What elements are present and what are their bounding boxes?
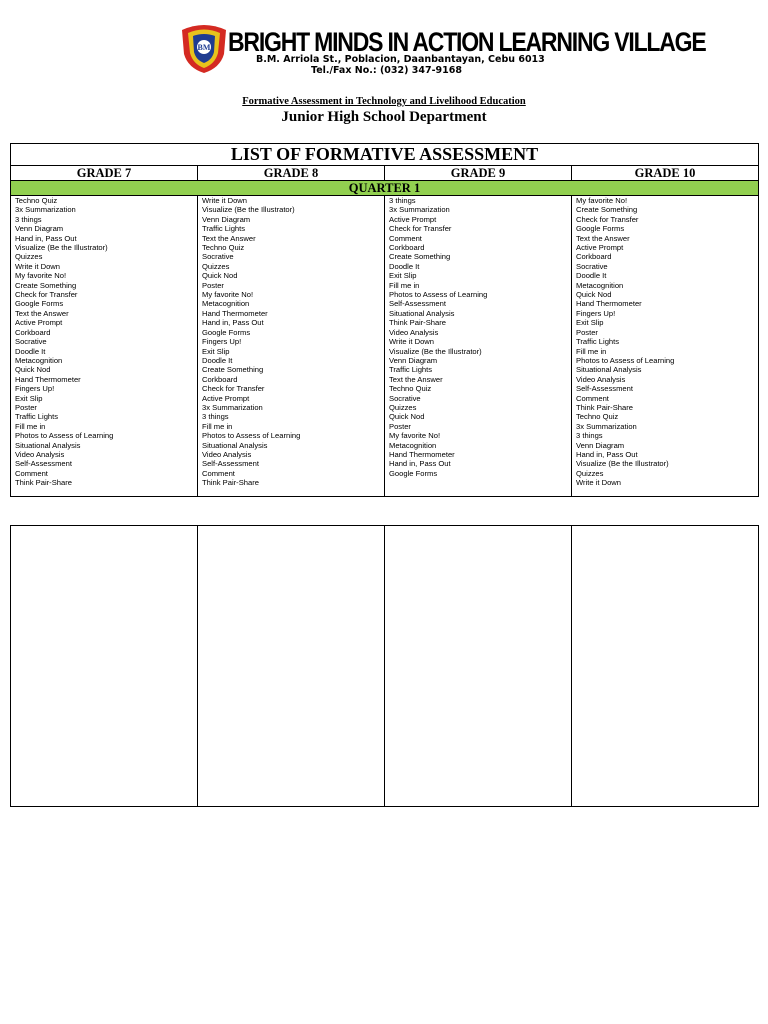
list-item: Exit Slip (576, 318, 604, 328)
list-item: Self-Assessment (202, 459, 259, 469)
assessment-list (11, 196, 197, 488)
list-item: Situational Analysis (389, 308, 455, 318)
list-item: Create Something (202, 365, 264, 375)
list-item: Hand Thermometer (576, 299, 642, 309)
grade-8-column (198, 196, 385, 497)
list-item: Fingers Up! (202, 337, 242, 347)
list-item: Hand in, Pass Out (15, 233, 77, 243)
list-item: Text the Answer (202, 233, 256, 243)
list-item: 3x Summarization (389, 205, 450, 215)
list-item: Video Analysis (202, 449, 252, 459)
list-item: Google Forms (389, 468, 438, 478)
list-item: Write it Down (15, 261, 61, 271)
list-item: Active Prompt (15, 318, 63, 328)
list-item: Comment (576, 393, 609, 403)
list-item: Techno Quiz (15, 196, 58, 205)
list-item: Quick Nod (15, 365, 51, 375)
assessment-list (572, 196, 758, 488)
list-item: Photos to Assess of Learning (15, 431, 114, 441)
list-item: Traffic Lights (15, 412, 59, 422)
list-item: 3 things (576, 431, 603, 441)
list-item: Metacognition (389, 440, 437, 450)
blank-cell (11, 526, 198, 807)
list-item: Self-Assessment (389, 299, 446, 309)
list-item: Quizzes (389, 402, 417, 412)
list-item: Doodle It (576, 271, 607, 281)
list-item: Techno Quiz (202, 243, 245, 253)
list-item: Hand in, Pass Out (202, 318, 264, 328)
list-item: Corkboard (389, 243, 425, 253)
list-item: Comment (202, 468, 235, 478)
assessment-list (198, 196, 384, 488)
list-item: Quizzes (15, 252, 43, 262)
list-item: 3 things (202, 412, 229, 422)
list-item: Google Forms (202, 327, 251, 337)
list-item: 3x Summarization (576, 421, 637, 431)
list-item: Exit Slip (202, 346, 230, 356)
list-item: Active Prompt (389, 214, 437, 224)
list-item: Fingers Up! (15, 384, 55, 394)
list-item: My favorite No! (389, 431, 441, 441)
list-item: Exit Slip (389, 271, 417, 281)
list-item: Visualize (Be the Illustrator) (202, 205, 295, 215)
list-item: 3 things (389, 196, 416, 205)
list-item: Traffic Lights (202, 224, 246, 234)
school-logo (180, 22, 228, 74)
list-item: Hand Thermometer (202, 308, 268, 318)
list-item: Venn Diagram (389, 355, 438, 365)
table-title: LIST OF FORMATIVE ASSESSMENT (11, 144, 759, 166)
grade-header-10: GRADE 10 (572, 166, 759, 181)
list-item: Venn Diagram (202, 214, 251, 224)
list-item: Text the Answer (389, 374, 443, 384)
quarter-header: QUARTER 1 (11, 181, 759, 196)
list-item: My favorite No! (15, 271, 67, 281)
grade-10-column (572, 196, 759, 497)
list-item: Fill me in (15, 421, 46, 431)
list-item: Think Pair-Share (389, 318, 446, 328)
list-item: Quick Nod (576, 290, 612, 300)
blank-cell (198, 526, 385, 807)
list-item: Fill me in (389, 280, 420, 290)
grade-9-column (385, 196, 572, 497)
list-item: Active Prompt (202, 393, 250, 403)
school-telfax: Tel./Fax No.: (032) 347-9168 (311, 65, 463, 76)
list-item: Venn Diagram (576, 440, 625, 450)
list-item: Comment (15, 468, 48, 478)
list-item: Traffic Lights (576, 337, 620, 347)
list-item: Fill me in (576, 346, 607, 356)
list-item: Techno Quiz (389, 384, 432, 394)
list-item: Think Pair-Share (576, 402, 633, 412)
list-item: Video Analysis (576, 374, 626, 384)
list-item: My favorite No! (576, 196, 628, 205)
list-item: Hand in, Pass Out (576, 449, 638, 459)
letterhead (0, 22, 768, 82)
list-item: Situational Analysis (576, 365, 642, 375)
list-item: Visualize (Be the Illustrator) (576, 459, 669, 469)
list-item: Check for Transfer (576, 214, 639, 224)
assessment-list (385, 196, 571, 478)
school-address: B.M. Arriola St., Poblacion, Daanbantayan, Cebu 6013 (256, 54, 545, 65)
list-item: Think Pair-Share (202, 478, 259, 488)
list-item: Socrative (15, 337, 47, 347)
list-item: Socrative (202, 252, 234, 262)
list-item: Photos to Assess of Learning (576, 355, 675, 365)
list-item: Create Something (389, 252, 451, 262)
logo-text: BM (197, 43, 211, 52)
list-item: Write it Down (202, 196, 248, 205)
list-item: Text the Answer (15, 308, 69, 318)
list-item: Google Forms (15, 299, 64, 309)
list-item: Check for Transfer (389, 224, 452, 234)
list-item: Hand Thermometer (389, 449, 455, 459)
list-item: Socrative (389, 393, 421, 403)
list-item: Socrative (576, 261, 608, 271)
list-item: Create Something (15, 280, 77, 290)
grade-header-8: GRADE 8 (198, 166, 385, 181)
list-item: Exit Slip (15, 393, 43, 403)
list-item: Active Prompt (576, 243, 624, 253)
list-item: 3x Summarization (202, 402, 263, 412)
list-item: Comment (389, 233, 422, 243)
list-item: Google Forms (576, 224, 625, 234)
list-item: Poster (389, 421, 411, 431)
list-item: Quick Nod (389, 412, 425, 422)
blank-cell (572, 526, 759, 807)
list-item: Text the Answer (576, 233, 630, 243)
list-item: Traffic Lights (389, 365, 433, 375)
list-item: Create Something (576, 205, 638, 215)
list-item: Check for Transfer (202, 384, 265, 394)
department-title: Junior High School Department (281, 109, 487, 125)
list-item: Video Analysis (389, 327, 439, 337)
list-item: Photos to Assess of Learning (389, 290, 488, 300)
list-item: Quizzes (202, 261, 230, 271)
grade-header-9: GRADE 9 (385, 166, 572, 181)
list-item: Venn Diagram (15, 224, 64, 234)
list-item: Self-Assessment (576, 384, 633, 394)
assessment-table (10, 143, 759, 497)
list-item: Check for Transfer (15, 290, 78, 300)
list-item: Corkboard (15, 327, 51, 337)
list-item: Fill me in (202, 421, 233, 431)
list-item: Hand Thermometer (15, 374, 81, 384)
list-item: Visualize (Be the Illustrator) (15, 243, 108, 253)
list-item: Doodle It (202, 355, 233, 365)
list-item: Poster (576, 327, 598, 337)
list-item: Metacognition (202, 299, 250, 309)
list-item: Doodle It (15, 346, 46, 356)
list-item: Poster (15, 402, 37, 412)
list-item: Corkboard (202, 374, 238, 384)
list-item: Quick Nod (202, 271, 238, 281)
list-item: Techno Quiz (576, 412, 619, 422)
list-item: My favorite No! (202, 290, 254, 300)
list-item: Corkboard (576, 252, 612, 262)
list-item: Hand in, Pass Out (389, 459, 451, 469)
list-item: Visualize (Be the Illustrator) (389, 346, 482, 356)
document-subject: Formative Assessment in Technology and Livelihood Education (242, 96, 526, 107)
school-name: BRIGHT MINDS IN ACTION LEARNING VILLAGE (228, 26, 706, 57)
blank-cell (385, 526, 572, 807)
grade-header-7: GRADE 7 (11, 166, 198, 181)
list-item: Situational Analysis (202, 440, 268, 450)
list-item: Self-Assessment (15, 459, 72, 469)
list-item: 3 things (15, 214, 42, 224)
list-item: Situational Analysis (15, 440, 81, 450)
list-item: Think Pair-Share (15, 478, 72, 488)
list-item: 3x Summarization (15, 205, 76, 215)
list-item: Write it Down (576, 478, 622, 488)
list-item: Metacognition (15, 355, 63, 365)
list-item: Quizzes (576, 468, 604, 478)
list-item: Doodle It (389, 261, 420, 271)
list-item: Photos to Assess of Learning (202, 431, 301, 441)
list-item: Poster (202, 280, 224, 290)
shield-logo-icon (180, 22, 228, 74)
blank-table (10, 525, 759, 807)
list-item: Metacognition (576, 280, 624, 290)
list-item: Fingers Up! (576, 308, 616, 318)
list-item: Write it Down (389, 337, 435, 347)
list-item: Video Analysis (15, 449, 65, 459)
grade-7-column (11, 196, 198, 497)
